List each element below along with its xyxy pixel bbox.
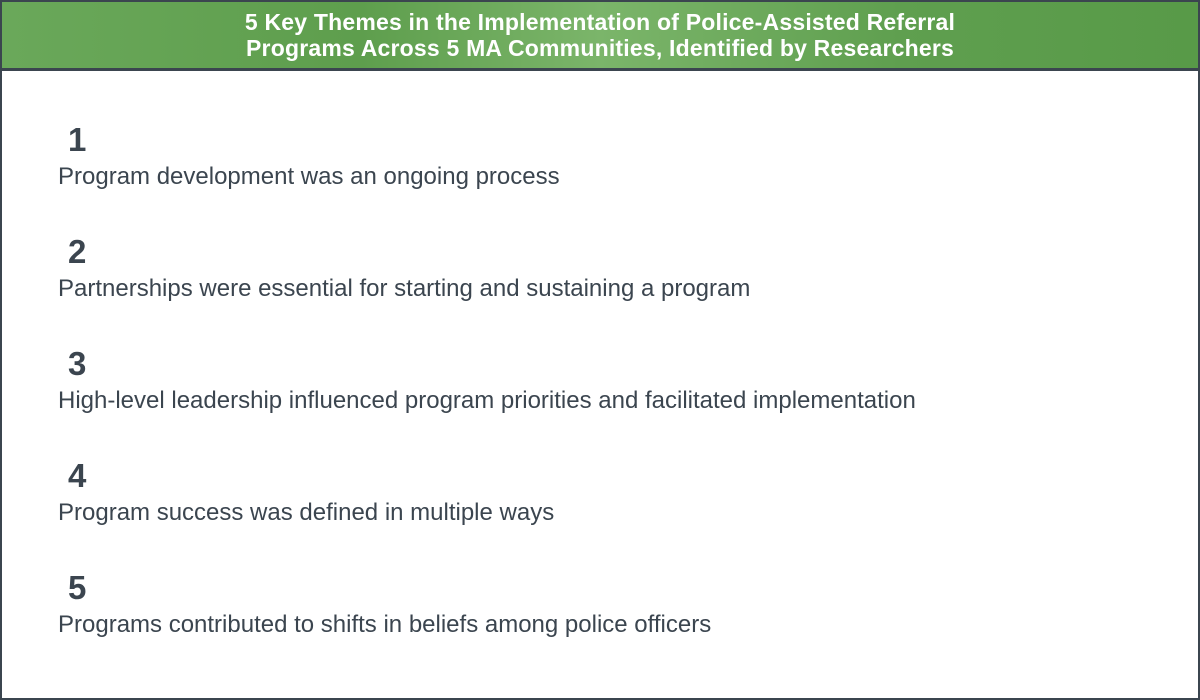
theme-number: 4	[68, 457, 87, 494]
title-line-1: 5 Key Themes in the Implementation of Police-Assisted Referral	[244, 9, 956, 35]
theme-text: Program success was defined in multiple ways	[58, 499, 555, 526]
theme-text: Partnerships were essential for starting and sustaining a program	[58, 275, 751, 302]
theme-text: Programs contributed to shifts in beliefs among police officers	[58, 611, 712, 638]
title-banner	[2, 2, 1198, 71]
theme-number: 1	[68, 121, 87, 158]
title-line-2: Programs Across 5 MA Communities, Identified by Researchers	[246, 35, 954, 61]
theme-number: 5	[68, 569, 87, 606]
theme-item-1	[58, 120, 1178, 232]
theme-list	[58, 120, 1178, 680]
theme-number: 2	[68, 233, 87, 270]
theme-number: 3	[68, 345, 87, 382]
theme-item-4	[58, 456, 1178, 568]
theme-item-5	[58, 568, 1178, 680]
theme-item-2	[58, 232, 1178, 344]
theme-item-3	[58, 344, 1178, 456]
theme-text: Program development was an ongoing process	[58, 163, 560, 190]
theme-text: High-level leadership influenced program priorities and facilitated implementation	[58, 387, 916, 414]
